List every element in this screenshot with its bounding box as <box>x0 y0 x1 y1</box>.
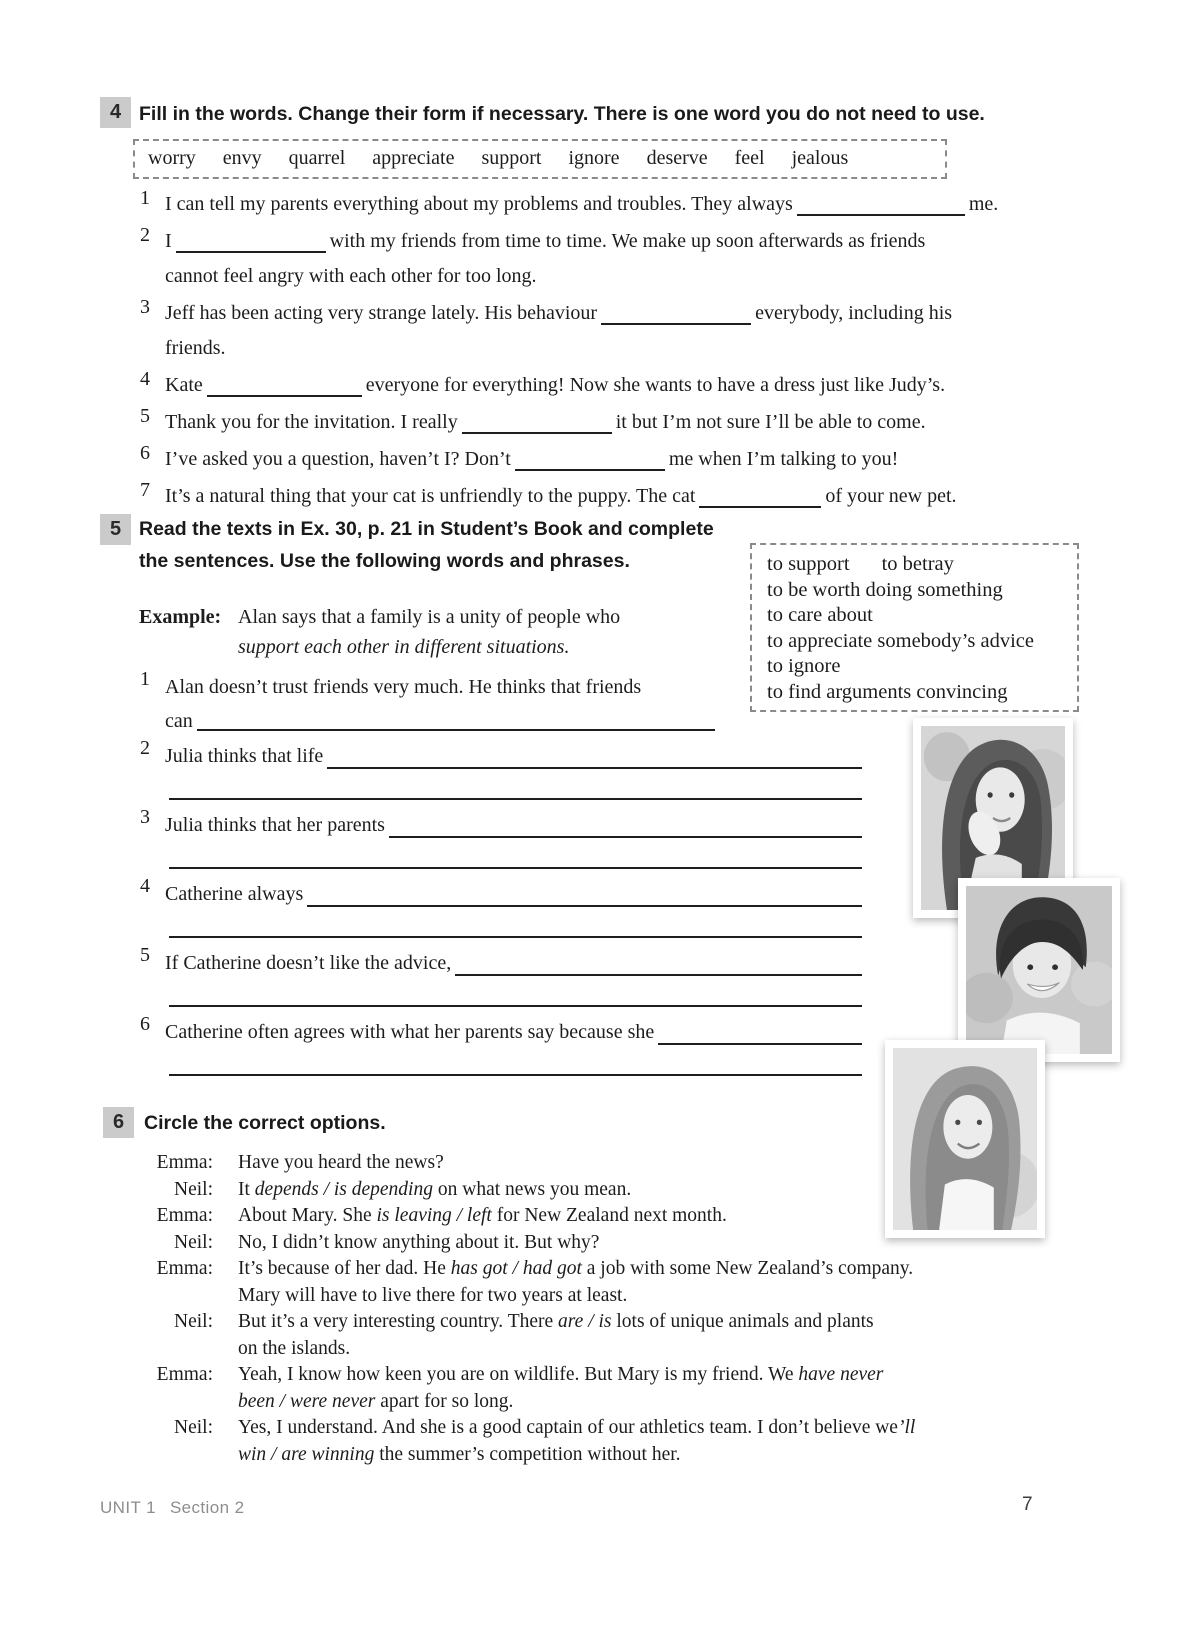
item-line <box>165 806 862 844</box>
item-number: 3 <box>140 296 150 318</box>
phrase: to appreciate somebody’s advice <box>767 629 1034 652</box>
text: I <box>165 230 172 252</box>
boy-portrait-illustration <box>966 886 1112 1054</box>
item-text <box>165 224 1090 294</box>
exercise-5-title-line1: Read the texts in Ex. 30, p. 21 in Student’s Book and complete <box>139 518 714 540</box>
item-text <box>165 368 1090 403</box>
speaker-name: Neil: <box>174 1417 213 1438</box>
footer-unit: UNIT 1 <box>100 1498 156 1517</box>
dialogue-text <box>238 1283 627 1310</box>
footer-section: Section 2 <box>169 1498 245 1517</box>
italic-choice-text: win / are winning <box>238 1443 375 1465</box>
dialogue-line <box>140 1336 1090 1363</box>
exercise-4-item <box>140 187 1090 222</box>
example-label: Example: <box>139 606 222 628</box>
answer-blank <box>169 936 862 938</box>
speaker-name <box>140 1336 213 1363</box>
text: Mary will have to live there for two years at least. <box>238 1284 628 1306</box>
item-text <box>165 187 1090 222</box>
item-text <box>165 296 1090 366</box>
word-bank-word: appreciate <box>372 147 455 169</box>
text: Have you heard the news? <box>238 1152 444 1173</box>
text: No, I didn’t know anything about it. But why? <box>238 1231 600 1253</box>
phrase: to be worth doing something <box>767 578 1003 601</box>
word-bank-word: envy <box>222 147 262 169</box>
item-text <box>165 405 1090 440</box>
answer-blank <box>169 1074 862 1076</box>
photo-smiling-girl <box>885 1040 1045 1238</box>
item-number: 7 <box>140 479 150 501</box>
text: can <box>165 710 193 732</box>
text: friends. <box>165 337 226 359</box>
item-line <box>165 331 1090 366</box>
exercise-5-items <box>140 668 862 1082</box>
dialogue-text <box>238 1256 913 1283</box>
text: I can tell my parents everything about my problems and troubles. They always <box>165 193 793 215</box>
answer-blank <box>169 867 862 869</box>
item-line <box>165 224 1090 259</box>
exercise-4-item <box>140 224 1090 294</box>
italic-choice-text: is leaving / left <box>376 1205 492 1226</box>
phrase: to find arguments convincing <box>767 680 1008 703</box>
word-bank-word: feel <box>734 147 765 169</box>
answer-blank <box>797 214 965 216</box>
exercise-4-title: Fill in the words. Change their form if necessary. There is one word you do not need to use. <box>139 103 985 125</box>
word-bank-word: jealous <box>791 147 849 169</box>
answer-blank <box>699 506 821 508</box>
exercise-4-number: 4 <box>100 97 131 128</box>
dialogue-text <box>238 1150 444 1177</box>
item-line <box>165 944 862 982</box>
item-line <box>165 405 1090 440</box>
item-number: 1 <box>140 668 150 690</box>
exercise-5-item <box>140 944 862 1013</box>
text: it but I’m not sure I’ll be able to come. <box>615 411 926 433</box>
dialogue-line <box>140 1415 1090 1442</box>
word-bank-word: quarrel <box>288 147 346 169</box>
phrase-box-line <box>767 603 1077 629</box>
answer-blank <box>169 798 862 800</box>
exercise-4-item <box>140 442 1090 477</box>
item-line <box>165 187 1090 222</box>
text: on the islands. <box>238 1337 351 1359</box>
exercise-4-item <box>140 296 1090 366</box>
example-line2: support each other in different situations. <box>238 636 570 658</box>
answer-blank <box>207 395 362 397</box>
phrase: to support <box>767 553 850 575</box>
text: apart for so long. <box>375 1390 514 1412</box>
phrase-box-line <box>767 552 1077 578</box>
exercise-4-item <box>140 479 1090 514</box>
exercise-5-item <box>140 737 862 806</box>
dialogue-line <box>140 1283 1090 1310</box>
dialogue-line <box>140 1362 1090 1389</box>
word-bank-word: ignore <box>568 147 620 169</box>
text: Julia thinks that life <box>165 745 324 767</box>
dialogue-text <box>238 1203 727 1230</box>
dialogue-line <box>140 1442 1090 1469</box>
answer-blank <box>658 1043 862 1045</box>
phrase: to ignore <box>767 655 841 678</box>
italic-choice-text: depends / is depending <box>254 1178 433 1200</box>
phrase: to care about <box>767 604 873 627</box>
example-line1: Alan says that a family is a unity of people who <box>238 606 621 628</box>
answer-blank <box>462 432 612 434</box>
item-number: 6 <box>140 442 150 464</box>
speaker-name: Neil: <box>174 1231 213 1253</box>
item-text <box>165 479 1090 514</box>
answer-blank <box>455 974 862 976</box>
exercise-5-number: 5 <box>100 514 131 545</box>
exercise-6-title: Circle the correct options. <box>144 1112 386 1134</box>
item-line <box>165 296 1090 331</box>
item-number: 5 <box>140 944 150 966</box>
text: It’s a natural thing that your cat is unfriendly to the puppy. The cat <box>165 485 696 507</box>
text: It’s because of her dad. He <box>238 1258 451 1279</box>
text: Alan doesn’t trust friends very much. He thinks that friends <box>165 676 642 698</box>
dialogue-line <box>140 1389 1090 1416</box>
text: cannot feel angry with each other for too long. <box>165 265 537 287</box>
exercise-5-example <box>139 602 739 662</box>
exercise-5-item <box>140 1013 862 1082</box>
text: for New Zealand next month. <box>491 1205 727 1226</box>
text: If Catherine doesn’t like the advice, <box>165 952 452 974</box>
text: lots of unique animals and plants <box>611 1311 874 1332</box>
item-number: 5 <box>140 405 150 427</box>
text: a job with some New Zealand’s company. <box>581 1258 914 1279</box>
text: Julia thinks that her parents <box>165 814 385 836</box>
text: I’ve asked you a question, haven’t I? Don’t <box>165 448 511 470</box>
speaker-name <box>140 1283 213 1310</box>
phrase-box-line <box>767 578 1077 604</box>
item-text <box>165 668 862 737</box>
item-line <box>165 875 862 913</box>
speaker-name: Neil: <box>174 1178 213 1200</box>
item-text <box>165 875 862 944</box>
speaker-name: Emma: <box>156 1258 213 1279</box>
item-text <box>165 737 862 806</box>
text: everybody, including his <box>755 302 953 324</box>
italic-choice-text: been / were never <box>238 1390 376 1412</box>
item-number: 1 <box>140 187 150 209</box>
item-number: 4 <box>140 875 150 897</box>
italic-choice-text: are / is <box>558 1311 612 1332</box>
item-line <box>165 479 1090 514</box>
answer-blank <box>515 469 665 471</box>
word-bank-word: worry <box>148 147 196 169</box>
item-line <box>165 737 862 775</box>
speaker-name: Emma: <box>156 1152 213 1173</box>
italic-choice-text: has got / had got <box>450 1258 582 1279</box>
item-line <box>165 844 862 875</box>
item-line <box>165 442 1090 477</box>
text: Jeff has been acting very strange lately. His behaviour <box>165 302 598 324</box>
answer-blank <box>169 1005 862 1007</box>
footer-page-number: 7 <box>1022 1494 1033 1515</box>
dialogue-text <box>238 1230 599 1257</box>
answer-blank <box>176 251 326 253</box>
item-number: 2 <box>140 224 150 246</box>
speaker-name: Emma: <box>156 1205 213 1226</box>
text: Yes, I understand. And she is a good captain of our athletics team. I don’t believe we <box>238 1417 898 1438</box>
exercise-5-item <box>140 875 862 944</box>
answer-blank <box>389 836 862 838</box>
exercise-6-number: 6 <box>103 1107 134 1138</box>
example-text <box>238 602 620 662</box>
text: Yeah, I know how keen you are on wildlife. But Mary is my friend. We <box>238 1364 799 1385</box>
phrase-box-line <box>767 629 1077 655</box>
item-number: 2 <box>140 737 150 759</box>
exercise-4-items <box>140 187 1090 516</box>
text: It <box>238 1178 255 1200</box>
dialogue-line <box>140 1309 1090 1336</box>
answer-blank <box>601 323 751 325</box>
text: the summer’s competition without her. <box>374 1443 681 1465</box>
item-line <box>165 706 862 737</box>
text: Catherine often agrees with what her parents say because she <box>165 1021 655 1043</box>
item-text <box>165 944 862 1013</box>
dialogue-line <box>140 1256 1090 1283</box>
item-number: 3 <box>140 806 150 828</box>
exercise-5-item <box>140 668 862 737</box>
item-line <box>165 913 862 944</box>
speaker-name: Neil: <box>174 1311 213 1332</box>
word-bank-word: support <box>481 147 542 169</box>
item-line <box>165 668 862 706</box>
italic-choice-text: ’ll <box>897 1417 916 1438</box>
speaker-name: Emma: <box>156 1364 213 1385</box>
item-text <box>165 1013 862 1082</box>
item-line <box>165 775 862 806</box>
text: on what news you mean. <box>432 1178 632 1200</box>
dialogue-text <box>238 1442 681 1469</box>
word-bank-word: deserve <box>646 147 708 169</box>
exercise-4-item <box>140 405 1090 440</box>
text: Thank you for the invitation. I really <box>165 411 458 433</box>
text: with my friends from time to time. We make up soon afterwards as friends <box>329 230 926 252</box>
answer-blank <box>197 729 715 731</box>
exercise-5-title <box>139 513 739 577</box>
speaker-name <box>140 1442 213 1469</box>
text: everyone for everything! Now she wants to have a dress just like Judy’s. <box>365 374 946 396</box>
text: me. <box>968 193 999 215</box>
item-text <box>165 806 862 875</box>
dialogue-text <box>238 1177 631 1204</box>
item-line <box>165 1013 862 1051</box>
item-text <box>165 442 1090 477</box>
footer <box>100 1498 244 1518</box>
exercise-5-item <box>140 806 862 875</box>
speaker-name <box>140 1389 213 1416</box>
item-line <box>165 1051 862 1082</box>
text: About Mary. She <box>238 1205 377 1226</box>
item-line <box>165 368 1090 403</box>
dialogue-text <box>238 1362 883 1389</box>
text: me when I’m talking to you! <box>668 448 899 470</box>
girl-portrait-illustration-2 <box>893 1048 1037 1230</box>
phrase: to betray <box>881 553 954 575</box>
exercise-4-word-bank <box>133 139 947 179</box>
text: Catherine always <box>165 883 304 905</box>
item-line <box>165 982 862 1013</box>
answer-blank <box>327 767 862 769</box>
item-number: 6 <box>140 1013 150 1035</box>
text: of your new pet. <box>825 485 957 507</box>
dialogue-text <box>238 1415 915 1442</box>
exercise-5-title-line2: the sentences. Use the following words and phrases. <box>139 550 630 572</box>
italic-choice-text: have never <box>798 1364 884 1385</box>
dialogue-text <box>238 1389 513 1416</box>
dialogue-text <box>238 1309 874 1336</box>
word-bank-words <box>148 147 875 169</box>
text: Kate <box>165 374 203 396</box>
text: But it’s a very interesting country. There <box>238 1311 559 1332</box>
dialogue-text <box>238 1336 350 1363</box>
item-line <box>165 259 1090 294</box>
exercise-4-item <box>140 368 1090 403</box>
item-number: 4 <box>140 368 150 390</box>
photo-smiling-boy <box>958 878 1120 1062</box>
answer-blank <box>307 905 862 907</box>
